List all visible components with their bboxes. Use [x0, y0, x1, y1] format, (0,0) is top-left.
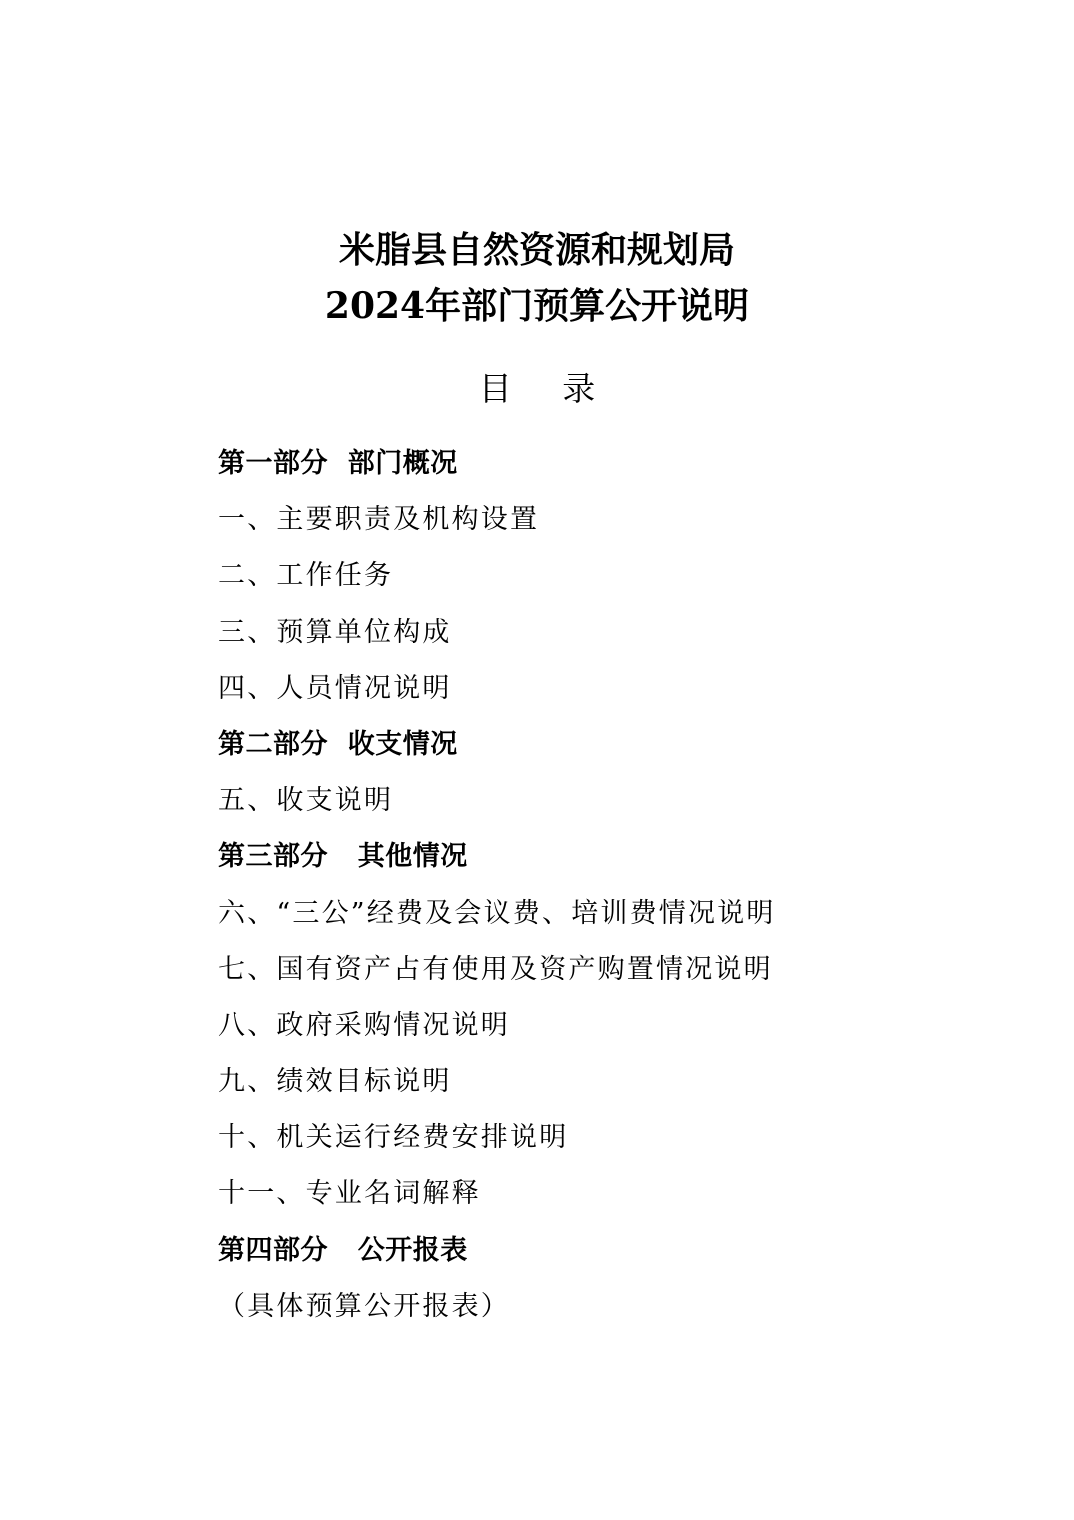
- toc-item-6: 六、“三公”经费及会议费、培训费情况说明: [218, 897, 776, 929]
- toc-part-4: 第四部分 公开报表: [218, 1234, 468, 1266]
- table-of-contents: [218, 438, 1038, 1337]
- toc-item-reports: （具体预算公开报表）: [218, 1290, 510, 1322]
- toc-part-3: 第三部分 其他情况: [218, 841, 468, 873]
- toc-heading: 目 录: [478, 369, 616, 408]
- toc-part-1: 第一部分 部门概况: [218, 448, 458, 479]
- toc-item-2: 二、工作任务: [218, 560, 394, 592]
- toc-item-5: 五、收支说明: [218, 785, 394, 817]
- toc-item-7: 七、国有资产占有使用及资产购置情况说明: [218, 953, 773, 985]
- toc-part-2: 第二部分 收支情况: [218, 728, 458, 760]
- toc-item-4: 四、人员情况说明: [218, 672, 452, 704]
- toc-item-1: 一、主要职责及机构设置: [218, 504, 540, 536]
- toc-item-10: 十、机关运行经费安排说明: [218, 1122, 569, 1154]
- toc-item-8: 八、政府采购情况说明: [218, 1009, 510, 1041]
- title-line-1: 米脂县自然资源和规划局: [338, 229, 735, 271]
- document-title: [0, 222, 1074, 334]
- toc-item-9: 九、绩效目标说明: [218, 1066, 452, 1098]
- toc-item-3: 三、预算单位构成: [218, 616, 452, 648]
- toc-item-11: 十一、专业名词解释: [218, 1178, 481, 1210]
- title-line-2: 2024年部门预算公开说明: [324, 285, 750, 327]
